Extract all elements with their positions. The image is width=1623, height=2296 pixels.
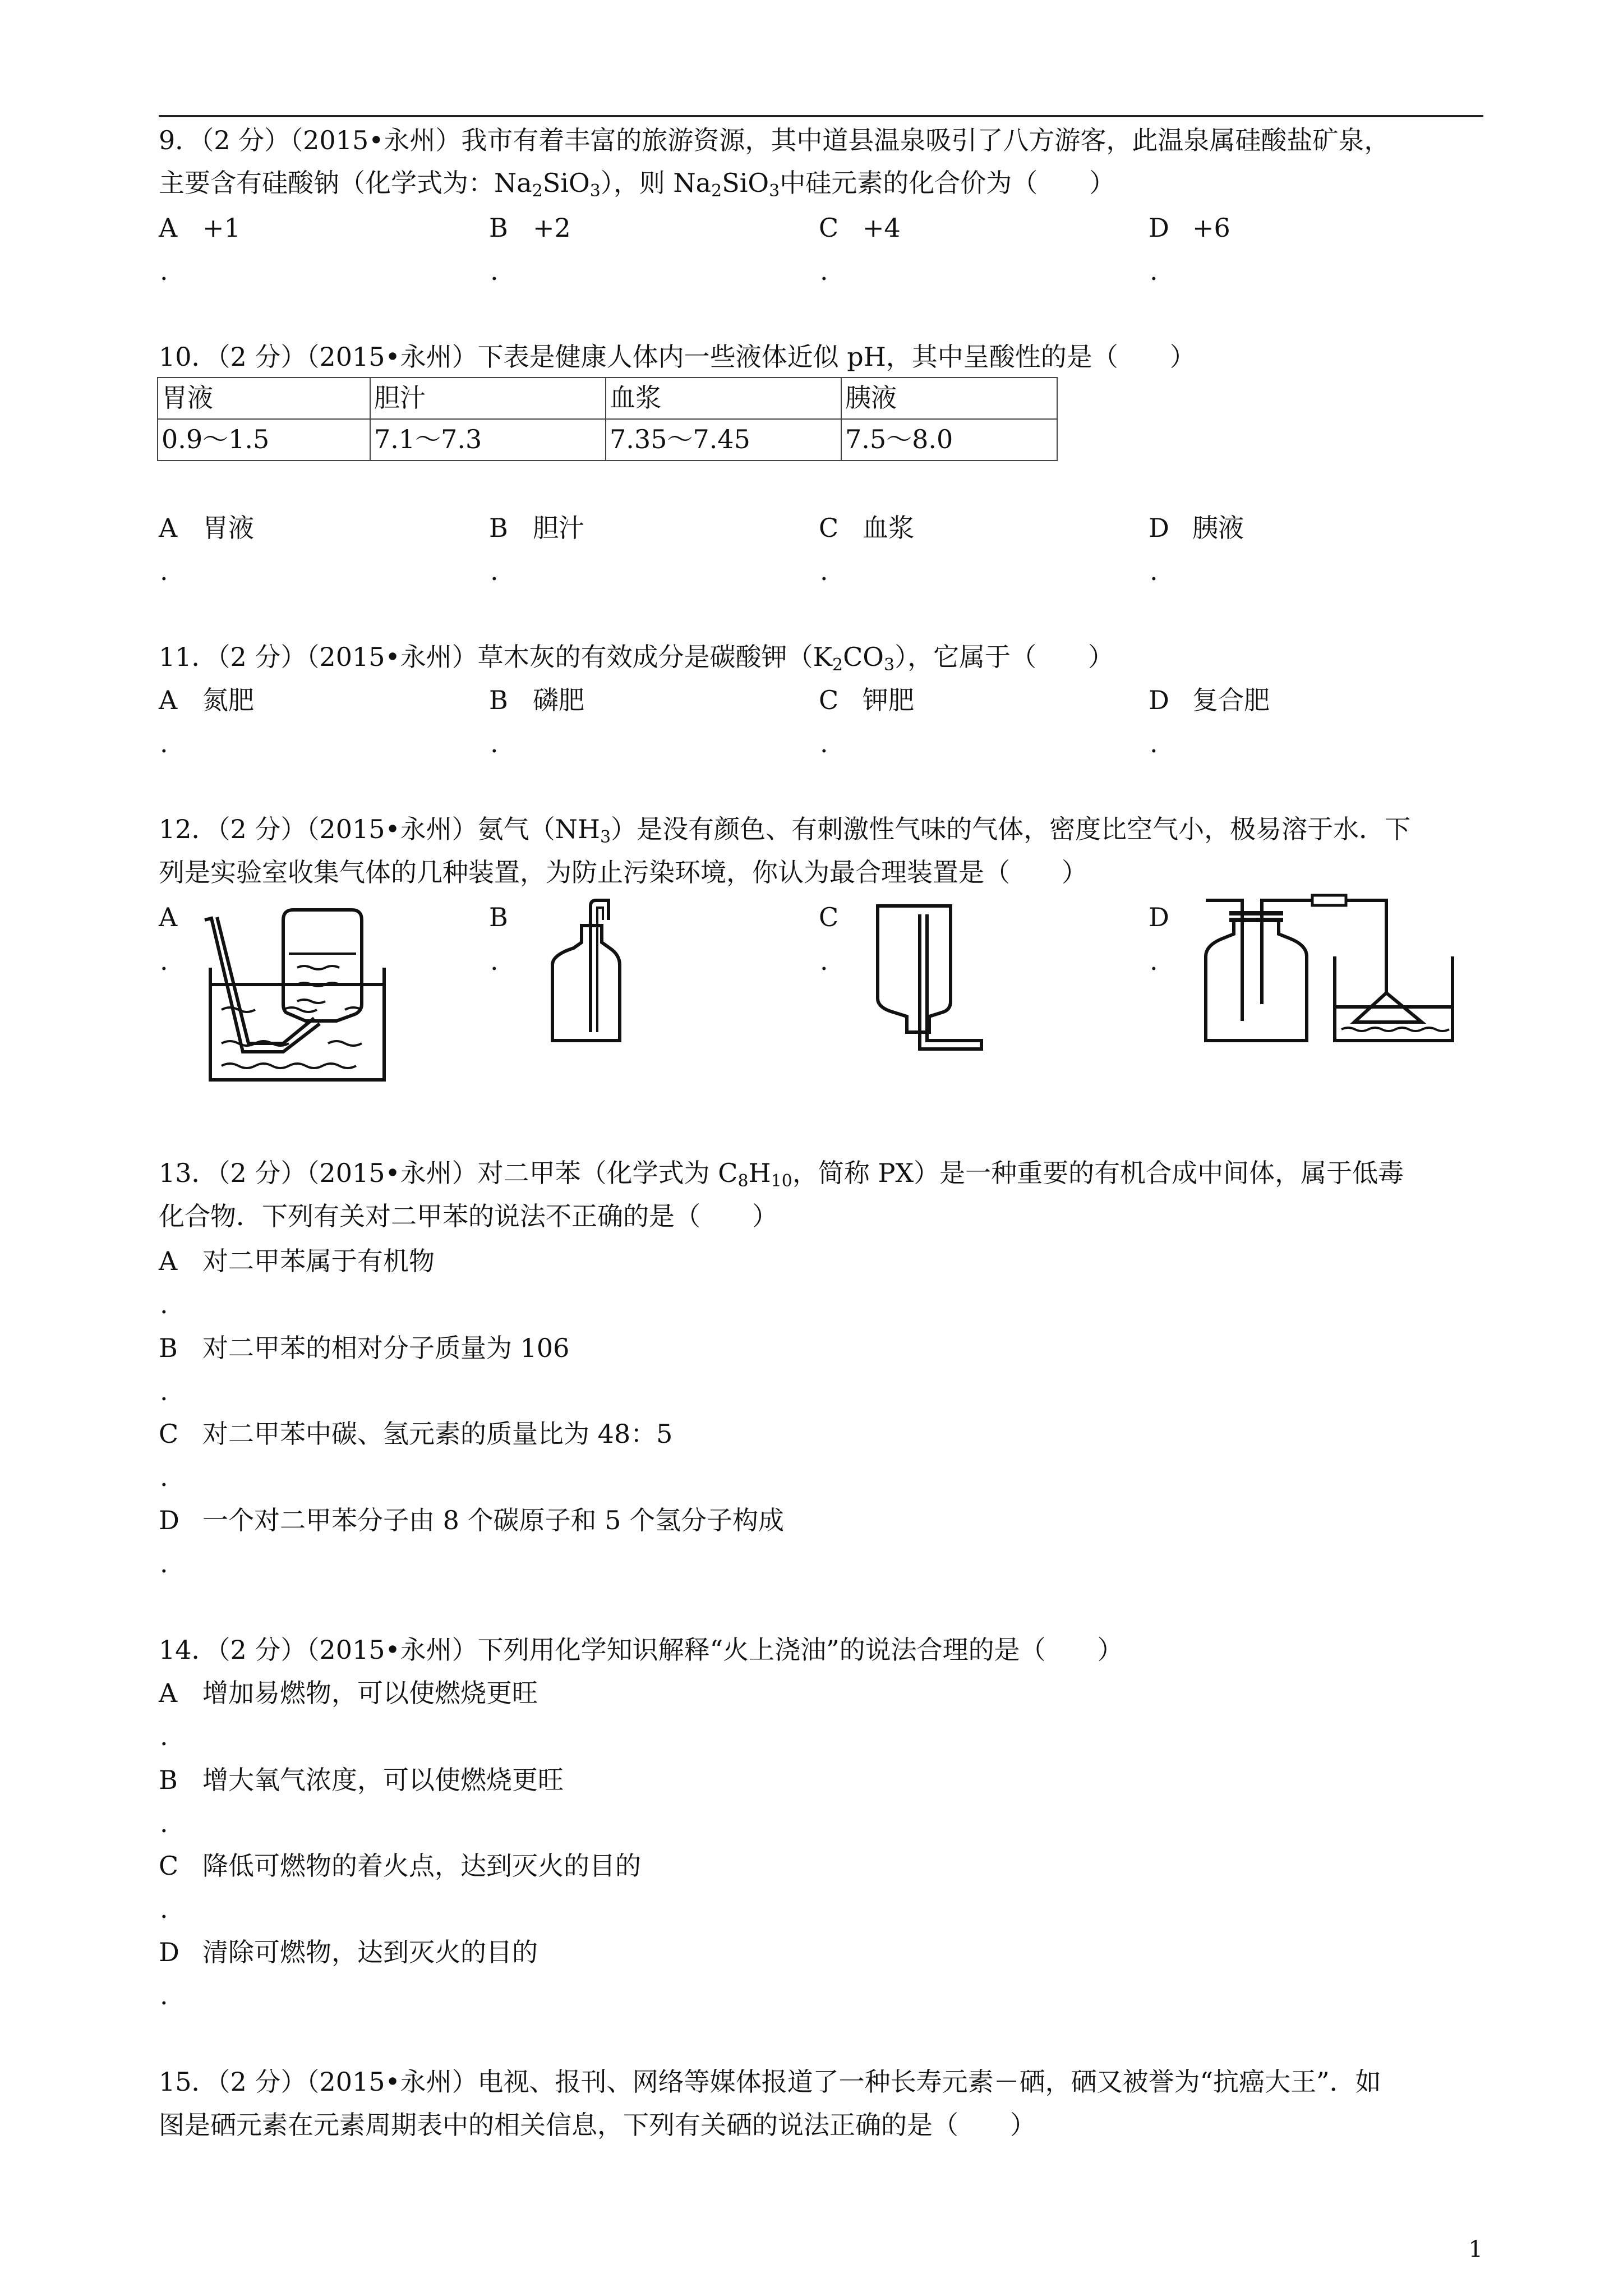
q14-option-a[interactable]: A 增加易燃物，可以使燃烧更旺 bbox=[159, 1678, 538, 1708]
ph-table-cell: 7.5～8.0 bbox=[841, 419, 1057, 461]
q14-dot-c: . bbox=[160, 1894, 168, 1924]
q10-option-d[interactable]: D 胰液 bbox=[1149, 513, 1244, 543]
q9-dot-b: . bbox=[490, 256, 499, 286]
q14-stem-line1: 14．（2 分）（2015•永州）下列用化学知识解释“火上浇油”的说法合理的是（ ） bbox=[159, 1635, 1123, 1665]
ph-table-cell: 7.1～7.3 bbox=[370, 419, 606, 461]
q11-stem-line1: 11．（2 分）（2015•永州）草木灰的有效成分是碳酸钾$(K_2CO_3)$，它属于（ ） bbox=[159, 642, 1114, 675]
q14-option-d[interactable]: D 清除可燃物，达到灭火的目的 bbox=[159, 1937, 538, 1967]
bottle-water-waves bbox=[289, 954, 356, 1003]
q12-option-b[interactable]: B bbox=[489, 902, 508, 932]
q11-dot-c: . bbox=[820, 728, 828, 758]
q10-stem-line1: 10．（2 分）（2015•永州）下表是健康人体内一些液体近似 pH，其中呈酸性的是（ ） bbox=[159, 342, 1196, 372]
q12-option-c[interactable]: C bbox=[819, 902, 839, 932]
q11-option-d[interactable]: D 复合肥 bbox=[1149, 685, 1270, 715]
delivery-tube-inner bbox=[217, 917, 314, 1043]
q15-stem-line1: 15．（2 分）（2015•永州）电视、报刊、网络等媒体报道了一种长寿元素－硒，硒又被誉为“抗癌大王”．如 bbox=[159, 2067, 1381, 2097]
header-rule bbox=[159, 115, 1483, 117]
q11-option-b[interactable]: B 磷肥 bbox=[489, 685, 584, 715]
q11-option-a[interactable]: A 氮肥 bbox=[159, 685, 254, 715]
q12-stem-line2: 列是实验室收集气体的几种装置，为防止污染环境，你认为最合理装置是（ ） bbox=[159, 857, 1087, 887]
q10-dot-c: . bbox=[820, 556, 828, 586]
bottle-b-tube bbox=[591, 900, 608, 1032]
q12-dot-c: . bbox=[820, 946, 828, 976]
q12-dot-d: . bbox=[1150, 946, 1158, 976]
q14-option-b[interactable]: B 增大氧气浓度，可以使燃烧更旺 bbox=[159, 1765, 564, 1795]
q9-option-c[interactable]: C +4 bbox=[819, 213, 901, 243]
apparatus-a-figure[interactable] bbox=[199, 906, 395, 1091]
apparatus-c-figure[interactable] bbox=[866, 898, 990, 1055]
q15-stem-line2: 图是硒元素在元素周期表中的相关信息，下列有关硒的说法正确的是（ ） bbox=[159, 2110, 1036, 2140]
ph-table-cell: 胃液 bbox=[158, 378, 370, 419]
q9-option-a[interactable]: A +1 bbox=[159, 213, 241, 243]
ph-table bbox=[157, 377, 1058, 461]
collection-bottle bbox=[1206, 920, 1307, 1041]
q14-option-c[interactable]: C 降低可燃物的着火点，达到灭火的目的 bbox=[159, 1851, 641, 1881]
q14-dot-a: . bbox=[160, 1721, 168, 1751]
q9-dot-d: . bbox=[1150, 256, 1158, 286]
q11-dot-b: . bbox=[490, 728, 499, 758]
q13-dot-d: . bbox=[160, 1548, 168, 1579]
ph-table-cell: 7.35～7.45 bbox=[606, 419, 841, 461]
q10-option-b[interactable]: B 胆汁 bbox=[489, 513, 584, 543]
q9-option-d[interactable]: D +6 bbox=[1149, 213, 1230, 243]
q13-dot-a: . bbox=[160, 1289, 168, 1319]
beaker-water-waves bbox=[1341, 1028, 1449, 1031]
funnel-stem-tube bbox=[1345, 900, 1386, 993]
q12-option-a[interactable]: A bbox=[159, 902, 178, 932]
rubber-connector bbox=[1312, 895, 1346, 905]
q12-dot-b: . bbox=[490, 946, 499, 976]
q10-dot-b: . bbox=[490, 556, 499, 586]
q12-stem-line1: 12．（2 分）（2015•永州）氨气$(NH_3)$是没有颜色、有刺激性气味的气体，密度比空气小，极易溶于水．下 bbox=[159, 814, 1411, 847]
ph-table-cell: 血浆 bbox=[606, 378, 841, 419]
q10-dot-a: . bbox=[160, 556, 168, 586]
q9-dot-a: . bbox=[160, 256, 168, 286]
page-number: 1 bbox=[1468, 2237, 1483, 2262]
q13-dot-b: . bbox=[160, 1376, 168, 1406]
gas-bottle bbox=[552, 926, 620, 1041]
q10-dot-d: . bbox=[1150, 556, 1158, 586]
q12-option-d[interactable]: D bbox=[1149, 902, 1169, 932]
inverted-gas-bottle bbox=[878, 906, 951, 1032]
q13-option-d[interactable]: D 一个对二甲苯分子由 8 个碳原子和 5 个氢分子构成 bbox=[159, 1505, 785, 1535]
q13-option-b[interactable]: B 对二甲苯的相对分子质量为 106 bbox=[159, 1333, 570, 1363]
q9-stem-line1: 9．（2 分）（2015•永州）我市有着丰富的旅游资源，其中道县温泉吸引了八方游客，此温泉属硅酸盐矿泉， bbox=[159, 125, 1390, 155]
inverted-bottle bbox=[283, 910, 362, 1021]
q10-option-a[interactable]: A 胃液 bbox=[159, 513, 254, 543]
q11-option-c[interactable]: C 钾肥 bbox=[819, 685, 914, 715]
q13-dot-c: . bbox=[160, 1462, 168, 1492]
q9-stem-line2: 主要含有硅酸钠（化学式为：$Na_2SiO_3$），则 $Na_2SiO_3$中硅元素的化合价为（ ） bbox=[159, 168, 1115, 201]
q13-option-a[interactable]: A 对二甲苯属于有机物 bbox=[159, 1246, 435, 1276]
q13-stem-line2: 化合物．下列有关对二甲苯的说法不正确的是（ ） bbox=[159, 1201, 778, 1231]
q14-dot-d: . bbox=[160, 1980, 168, 2010]
bottle-stopper bbox=[1229, 913, 1283, 920]
ph-table-header-row bbox=[158, 378, 1057, 419]
q11-dot-d: . bbox=[1150, 728, 1158, 758]
q10-option-c[interactable]: C 血浆 bbox=[819, 513, 914, 543]
q9-option-b[interactable]: B +2 bbox=[489, 213, 571, 243]
q12-dot-a: . bbox=[160, 946, 168, 976]
apparatus-d-figure[interactable] bbox=[1195, 892, 1486, 1046]
q14-dot-b: . bbox=[160, 1808, 168, 1838]
ph-table-cell: 胰液 bbox=[841, 378, 1057, 419]
q13-option-c[interactable]: C 对二甲苯中碳、氢元素的质量比为 48：5 bbox=[159, 1419, 673, 1449]
ph-table-value-row bbox=[158, 419, 1057, 461]
ph-table-cell: 胆汁 bbox=[370, 378, 606, 419]
q11-dot-a: . bbox=[160, 728, 168, 758]
apparatus-b-figure[interactable] bbox=[541, 898, 631, 1046]
q13-stem-line1: 13．（2 分）（2015•永州）对二甲苯（化学式为 $C_8H_{10}$，简称 PX）是一种重要的有机合成中间体，属于低毒 bbox=[159, 1158, 1404, 1191]
ph-table-cell: 0.9～1.5 bbox=[158, 419, 370, 461]
q9-dot-c: . bbox=[820, 256, 828, 286]
